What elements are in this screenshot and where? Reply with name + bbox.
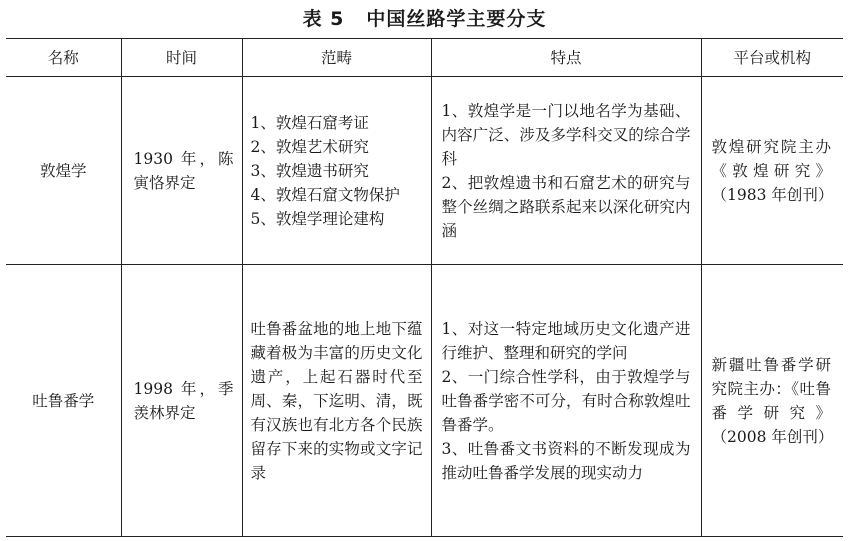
cell-scope [242, 77, 431, 265]
table-number: 表 5 [302, 8, 345, 30]
header-scope: 范畴 [242, 39, 431, 77]
branches-table [6, 38, 843, 537]
feature-item: 2、把敦煌遗书和石窟艺术的研究与整个丝绸之路联系起来以深化研究内涵 [441, 173, 691, 240]
cell-time: 1930 年，陈寅恪界定 [121, 77, 242, 265]
cell-platform: 新疆吐鲁番学研究院主办：《吐鲁番学研究》（2008 年创刊） [701, 265, 843, 537]
table-row-dunhuang [6, 77, 843, 265]
cell-name: 敦煌学 [6, 77, 121, 265]
feature-item: 1、对这一特定地域历史文化遗产进行维护、整理和研究的学问 [441, 319, 691, 362]
cell-name: 吐鲁番学 [6, 265, 121, 537]
scope-item: 1、敦煌石窟考证 [250, 113, 369, 132]
table-row-turpan [6, 265, 843, 537]
feature-item: 2、一门综合性学科，由于敦煌学与吐鲁番学密不可分，有时合称敦煌吐鲁番学。 [441, 367, 691, 434]
header-features: 特点 [431, 39, 701, 77]
header-name: 名称 [6, 39, 121, 77]
scope-item: 5、敦煌学理论建构 [250, 209, 385, 228]
table-header-row [6, 39, 843, 77]
cell-time: 1998 年，季羡林界定 [121, 265, 242, 537]
scope-item: 4、敦煌石窟文物保护 [250, 185, 400, 204]
scope-item: 3、敦煌遗书研究 [250, 161, 369, 180]
feature-item: 1、敦煌学是一门以地名学为基础、内容广泛、涉及多学科交叉的综合学科 [441, 101, 691, 168]
cell-scope: 吐鲁番盆地的地上地下蕴藏着极为丰富的历史文化遗产，上起石器时代至周、秦，下迄明、清，既有汉族也有北方各个民族留存下来的实物或文字记录 [242, 265, 431, 537]
header-time: 时间 [121, 39, 242, 77]
cell-features [431, 77, 701, 265]
cell-features [431, 265, 701, 537]
scope-item: 2、敦煌艺术研究 [250, 137, 369, 156]
header-platform: 平台或机构 [701, 39, 843, 77]
table-caption: 中国丝路学主要分支 [366, 8, 547, 30]
feature-item: 3、吐鲁番文书资料的不断发现成为推动吐鲁番学发展的现实动力 [441, 439, 691, 482]
cell-platform: 敦煌研究院主办《敦煌研究》（1983 年创刊） [701, 77, 843, 265]
table-title [0, 4, 849, 31]
